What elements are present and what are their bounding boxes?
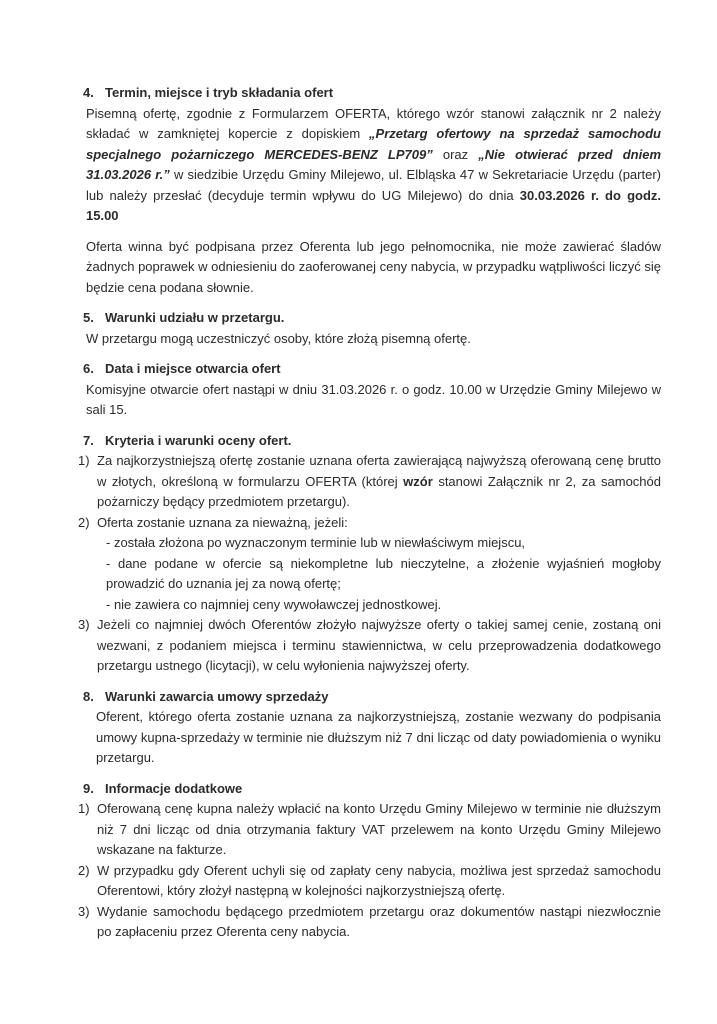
text-run: „Nie otwierać przed dniem 31.03.2026 r.” [86, 146, 662, 182]
section-title: Informacje dodatkowe [105, 780, 243, 796]
list-item [78, 451, 661, 513]
section-heading [83, 359, 661, 380]
section-heading [83, 431, 661, 452]
section-heading [83, 779, 661, 800]
item-text [97, 615, 661, 677]
item-marker: 2) [78, 514, 90, 530]
text-run: Oferta winna być podpisana przez Oferenta lub jego pełnomocnika, nie może zawierać śladów żadnych poprawek w odniesieniu do zaoferowanej ceny nabycia, w przypadku wątpliwości liczyć się będzie cena podana słownie. [86, 238, 661, 295]
section-5 [83, 308, 661, 349]
section-heading [83, 83, 661, 104]
paragraph [86, 380, 661, 421]
sub-item: - nie zawiera co najmniej ceny wywoławczej jednostkowej. [106, 596, 442, 612]
text-run: Komisyjne otwarcie ofert nastąpi w dniu 31.03.2026 r. o godz. 10.00 w Urzędzie Gminy Milejewo w sali 15. [86, 381, 661, 417]
section-title: Data i miejsce otwarcia ofert [105, 361, 281, 376]
text-run: W przetargu mogą uczestniczyć osoby, które złożą pisemną ofertę. [86, 330, 471, 346]
text-run: W przypadku gdy Oferent uchyli się od zapłaty ceny nabycia, możliwa jest sprzedaż samochodu Oferentowi, który złożył następną w kolejności najkorzystniejszą ofertę. [97, 862, 661, 898]
section-title: Warunki zawarcia umowy sprzedaży [105, 688, 329, 704]
list-item [78, 902, 661, 943]
section-number: 9. [83, 780, 94, 796]
section-title: Termin, miejsce i tryb składania ofert [105, 85, 334, 100]
text-run: Oferta zostanie uznana za nieważną, jeżeli: [97, 514, 348, 530]
item-text [97, 513, 661, 616]
item-text [97, 451, 661, 513]
text-run: oraz [432, 146, 479, 162]
sub-item: - została złożona po wyznaczonym terminie lub w niewłaściwym miejscu, [106, 535, 526, 550]
text-run: w siedzibie Urzędu Gminy Milejewo, ul. Elbląska 47 w Sekretariacie Urzędu (parter) lub należy przesłać (decyduje termin wpływu do UG Milejewo) do dnia [86, 167, 661, 203]
text-run: Wydanie samochodu będącego przedmiotem przetargu oraz dokumentów nastąpi niezwłocznie po zapłaceniu przez Oferenta ceny nabycia. [97, 903, 661, 939]
document-content [78, 83, 662, 943]
paragraph [86, 329, 661, 350]
list-item [78, 615, 661, 677]
section-8 [83, 687, 661, 769]
section-title: Kryteria i warunki oceny ofert. [105, 432, 292, 448]
section-number: 4. [83, 85, 94, 100]
text-run: Oferent, którego oferta zostanie uznana za najkorzystniejszą, zostanie wezwany do podpisania umowy kupna-sprzedaży w terminie nie dłuższym niż 7 dni licząc od daty powiadomienia o wyniku przetargu. [96, 709, 661, 765]
section-number: 8. [83, 688, 94, 704]
item-text [97, 861, 661, 902]
paragraph [86, 237, 661, 299]
text-run: stanowi Załącznik nr 2, za samochód pożarniczy będący przedmiotem przetargu). [97, 473, 661, 509]
text-run: Pisemną ofertę, zgodnie z Formularzem OFERTA, którego wzór stanowi załącznik nr 2 należy składać w zamkniętej kopercie z dopiskiem [86, 105, 661, 141]
section-title: Warunki udziału w przetargu. [105, 310, 285, 325]
item-marker: 1) [78, 453, 90, 468]
text-run: „Przetarg ofertowy na sprzedaż samochodu specjalnego pożarniczego MERCEDES-BENZ LP709” [86, 126, 661, 162]
text-run: Za najkorzystniejszą ofertę zostanie uznana oferta zawierającą najwyższą oferowaną cenę brutto w złotych, określoną w formularzu OFERTA (której [97, 453, 661, 489]
item-text [97, 799, 661, 861]
section-heading [83, 687, 661, 708]
sub-item: - dane podane w ofercie są niekompletne lub nieczytelne, a złożenie wyjaśnień mogłoby prowadzić do uznania jej za nową ofertę; [106, 555, 661, 591]
section-heading [83, 308, 661, 329]
item-marker: 1) [78, 801, 90, 816]
text-run: Oferowaną cenę kupna należy wpłacić na konto Urzędu Gminy Milejewo w terminie nie dłuższym niż 7 dni licząc od dnia otrzymania faktury VAT przelewem na konto Urzędu Gminy Milejewo wskazane na fakturze. [97, 801, 661, 857]
list-item [78, 799, 661, 861]
item-marker: 2) [78, 862, 90, 878]
text-run: 30.03.2026 r. do godz. 15.00 [86, 187, 662, 223]
section-number: 6. [83, 361, 94, 376]
section-number: 5. [83, 310, 94, 325]
text-run: wzór [403, 473, 433, 489]
list-item [78, 513, 661, 616]
list-item [78, 861, 661, 902]
item-text [97, 902, 661, 943]
paragraph [96, 707, 661, 769]
section-number: 7. [83, 432, 94, 448]
section-9 [78, 779, 661, 943]
section-7 [78, 431, 661, 677]
paragraph [86, 104, 661, 227]
item-marker: 3) [78, 903, 90, 919]
item-marker: 3) [78, 617, 90, 632]
section-4 [83, 83, 661, 298]
text-run: Jeżeli co najmniej dwóch Oferentów złożyło najwyższe oferty o takiej samej cenie, zostaną oni wezwani, z podaniem miejsca i terminu stawiennictwa, w celu przeprowadzenia dodatkowego przetargu ustnego (licytacji), w celu wyłonienia najwyższej oferty. [97, 617, 661, 673]
section-6 [83, 359, 661, 421]
